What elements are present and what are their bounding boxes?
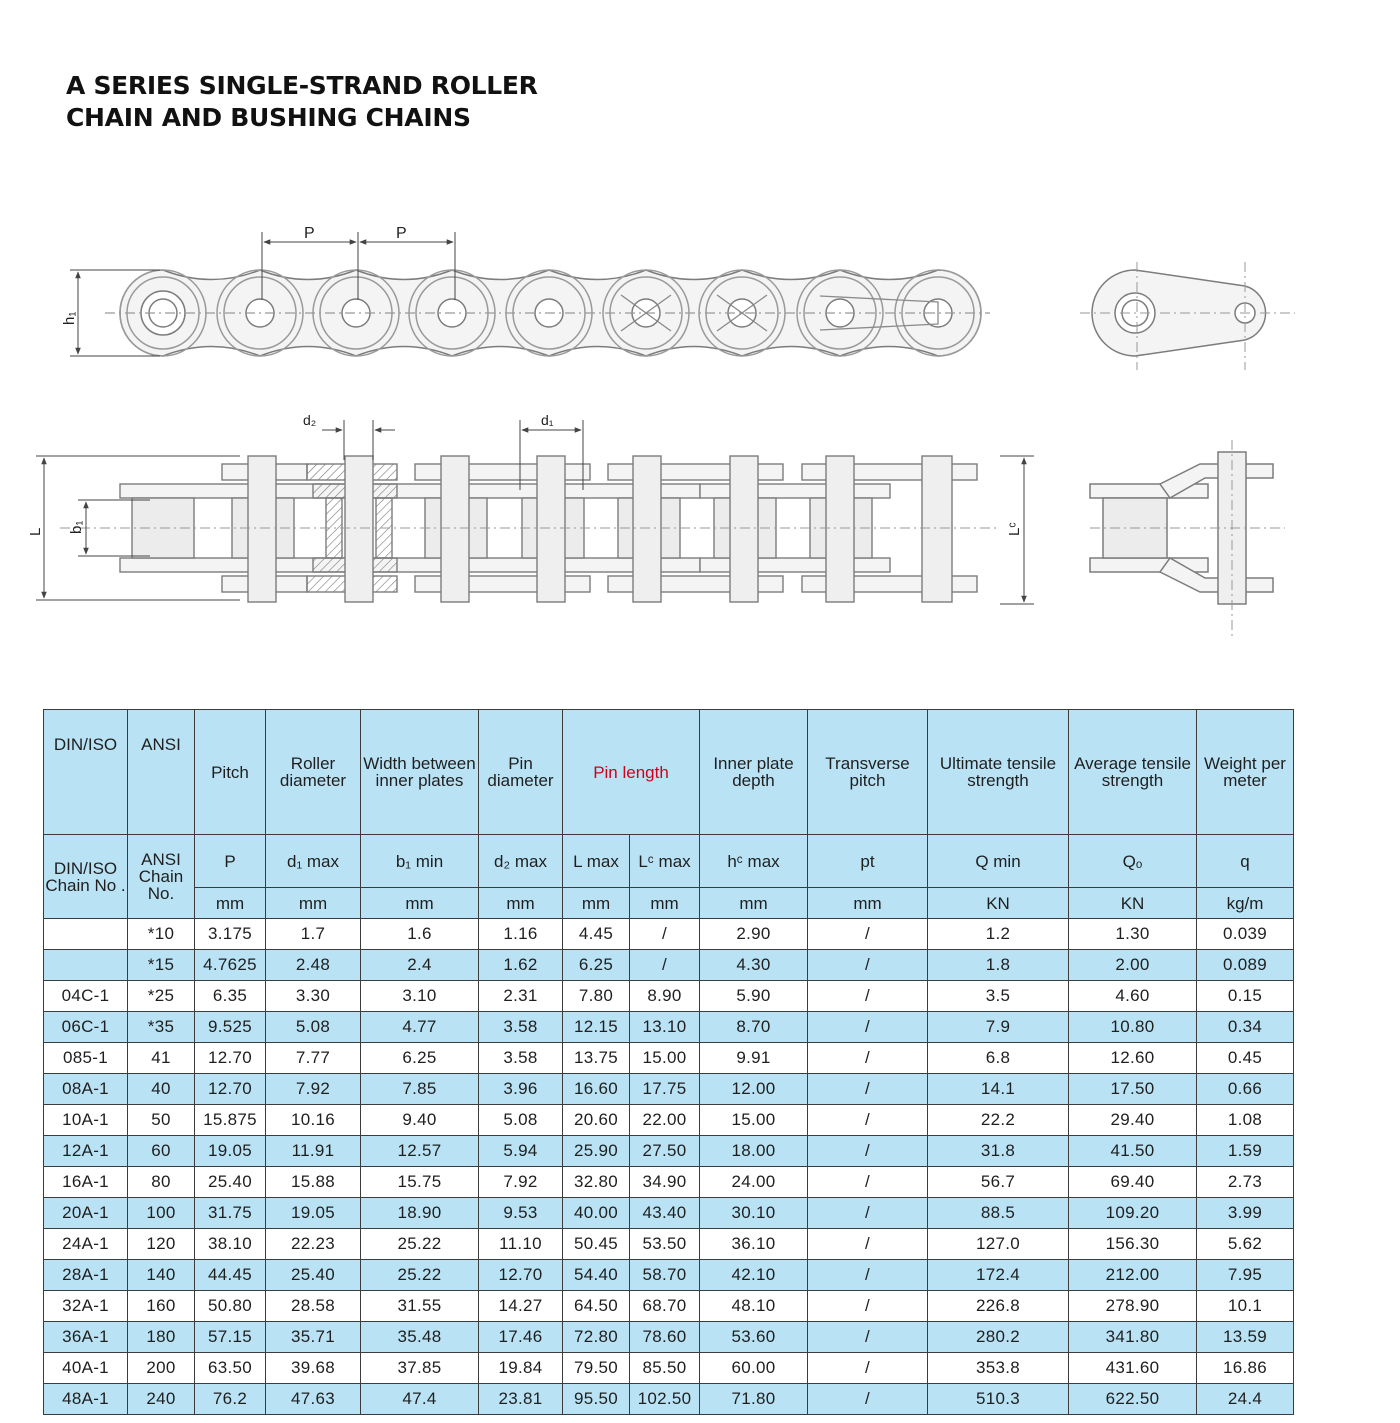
table-cell: 40 xyxy=(128,1074,195,1105)
unit-cell: mm xyxy=(195,888,266,919)
roller-dia-label: d₁ xyxy=(541,412,554,428)
table-cell: 240 xyxy=(128,1384,195,1415)
table-cell: 11.10 xyxy=(479,1229,563,1260)
pin xyxy=(922,456,952,602)
table-cell: 15.88 xyxy=(266,1167,361,1198)
table-cell: 36A-1 xyxy=(44,1322,128,1353)
table-cell: 12.60 xyxy=(1069,1043,1197,1074)
table-cell: 14.1 xyxy=(928,1074,1069,1105)
table-cell: 280.2 xyxy=(928,1322,1069,1353)
table-cell: 79.50 xyxy=(563,1353,630,1384)
table-cell: 04C-1 xyxy=(44,981,128,1012)
table-cell: 200 xyxy=(128,1353,195,1384)
table-cell: 1.30 xyxy=(1069,919,1197,950)
table-cell: 22.00 xyxy=(630,1105,700,1136)
table-cell: 156.30 xyxy=(1069,1229,1197,1260)
table-cell: 50.45 xyxy=(563,1229,630,1260)
table-cell: / xyxy=(808,950,928,981)
table-cell: 3.58 xyxy=(479,1012,563,1043)
table-cell: 19.05 xyxy=(266,1198,361,1229)
table-cell: 17.75 xyxy=(630,1074,700,1105)
table-row xyxy=(44,1229,1294,1260)
col-din: DIN/ISO xyxy=(44,710,128,835)
title-line-2: CHAIN AND BUSHING CHAINS xyxy=(66,103,471,132)
table-cell: 24A-1 xyxy=(44,1229,128,1260)
table-cell: / xyxy=(808,1384,928,1415)
pin xyxy=(345,456,373,602)
table-cell: 48.10 xyxy=(700,1291,808,1322)
table-cell: 12.70 xyxy=(195,1074,266,1105)
table-cell: 3.96 xyxy=(479,1074,563,1105)
sym-average: Qₒ xyxy=(1069,835,1197,888)
table-cell: 431.60 xyxy=(1069,1353,1197,1384)
table-cell: 3.175 xyxy=(195,919,266,950)
table-cell: 4.7625 xyxy=(195,950,266,981)
table-cell: 3.58 xyxy=(479,1043,563,1074)
sym-pin-l: L max xyxy=(563,835,630,888)
table-cell: 1.8 xyxy=(928,950,1069,981)
table-cell: 140 xyxy=(128,1260,195,1291)
table-cell: 13.59 xyxy=(1197,1322,1294,1353)
table-cell: 4.77 xyxy=(361,1012,479,1043)
pitch-label-1: P xyxy=(304,225,315,242)
table-cell: 68.70 xyxy=(630,1291,700,1322)
table-cell: 5.08 xyxy=(266,1012,361,1043)
col-width: Width between inner plates xyxy=(361,710,479,835)
table-cell: 95.50 xyxy=(563,1384,630,1415)
table-cell: / xyxy=(808,1260,928,1291)
table-cell: 10.80 xyxy=(1069,1012,1197,1043)
table-row xyxy=(44,1105,1294,1136)
sym-ansi: ANSI Chain No. xyxy=(128,835,195,919)
table-cell: 2.73 xyxy=(1197,1167,1294,1198)
table-cell: 12.70 xyxy=(479,1260,563,1291)
table-cell: 4.60 xyxy=(1069,981,1197,1012)
table-cell: 172.4 xyxy=(928,1260,1069,1291)
table-cell: / xyxy=(808,1198,928,1229)
end-view-side xyxy=(1080,262,1295,370)
col-pin-dia: Pin diameter xyxy=(479,710,563,835)
sym-pin-dia: d₂ max xyxy=(479,835,563,888)
table-cell: 25.40 xyxy=(266,1260,361,1291)
table-cell: 127.0 xyxy=(928,1229,1069,1260)
col-ansi: ANSI xyxy=(128,710,195,835)
table-cell: 10.16 xyxy=(266,1105,361,1136)
table-cell: 6.8 xyxy=(928,1043,1069,1074)
table-cell: 5.62 xyxy=(1197,1229,1294,1260)
table-row xyxy=(44,1074,1294,1105)
table-cell: 1.08 xyxy=(1197,1105,1294,1136)
table-cell: 24.4 xyxy=(1197,1384,1294,1415)
table-cell: 08A-1 xyxy=(44,1074,128,1105)
table-cell: 72.80 xyxy=(563,1322,630,1353)
table-cell: / xyxy=(808,1229,928,1260)
pin-dia-label: d₂ xyxy=(303,412,317,428)
table-cell: 1.7 xyxy=(266,919,361,950)
table-cell: *25 xyxy=(128,981,195,1012)
table-cell: 10.1 xyxy=(1197,1291,1294,1322)
table-cell: 15.00 xyxy=(630,1043,700,1074)
table-cell: 88.5 xyxy=(928,1198,1069,1229)
table-cell: 41.50 xyxy=(1069,1136,1197,1167)
units-row xyxy=(44,888,1294,919)
table-cell: 12A-1 xyxy=(44,1136,128,1167)
table-cell: 15.75 xyxy=(361,1167,479,1198)
table-row xyxy=(44,1322,1294,1353)
table-cell: 4.30 xyxy=(700,950,808,981)
table-row xyxy=(44,1384,1294,1415)
table-cell: 212.00 xyxy=(1069,1260,1197,1291)
unit-cell: mm xyxy=(266,888,361,919)
table-cell: / xyxy=(630,950,700,981)
table-cell: 36.10 xyxy=(700,1229,808,1260)
table-row xyxy=(44,1353,1294,1384)
table-cell: 63.50 xyxy=(195,1353,266,1384)
table-cell: 9.53 xyxy=(479,1198,563,1229)
sym-transverse: pt xyxy=(808,835,928,888)
sym-width: b₁ min xyxy=(361,835,479,888)
table-cell: 20A-1 xyxy=(44,1198,128,1229)
table-cell: / xyxy=(808,1074,928,1105)
table-cell: 23.81 xyxy=(479,1384,563,1415)
table-cell: 35.71 xyxy=(266,1322,361,1353)
table-cell: 39.68 xyxy=(266,1353,361,1384)
chain-technical-drawing xyxy=(0,0,1400,700)
table-row xyxy=(44,1198,1294,1229)
table-cell: 16.60 xyxy=(563,1074,630,1105)
unit-cell: mm xyxy=(700,888,808,919)
table-cell: 1.59 xyxy=(1197,1136,1294,1167)
table-cell: 9.40 xyxy=(361,1105,479,1136)
pin-length-c-label: Lᶜ xyxy=(1006,522,1023,536)
table-row xyxy=(44,950,1294,981)
table-cell: 2.90 xyxy=(700,919,808,950)
table-cell: / xyxy=(808,1136,928,1167)
unit-cell: mm xyxy=(563,888,630,919)
table-cell: 6.35 xyxy=(195,981,266,1012)
table-cell: 0.66 xyxy=(1197,1074,1294,1105)
table-cell: 5.90 xyxy=(700,981,808,1012)
table-cell: 226.8 xyxy=(928,1291,1069,1322)
table-cell: 9.91 xyxy=(700,1043,808,1074)
inner-width-label: b₁ xyxy=(68,520,85,534)
table-cell: 14.27 xyxy=(479,1291,563,1322)
table-row xyxy=(44,1136,1294,1167)
table-cell: 06C-1 xyxy=(44,1012,128,1043)
table-cell: 44.45 xyxy=(195,1260,266,1291)
table-row xyxy=(44,981,1294,1012)
table-cell: 27.50 xyxy=(630,1136,700,1167)
table-cell: 0.15 xyxy=(1197,981,1294,1012)
pin-length-label: L xyxy=(27,527,44,536)
table-cell: 78.60 xyxy=(630,1322,700,1353)
sym-pin-lc: Lᶜ max xyxy=(630,835,700,888)
table-cell: 58.70 xyxy=(630,1260,700,1291)
pin xyxy=(826,456,854,602)
table-cell: 22.23 xyxy=(266,1229,361,1260)
table-cell: 1.6 xyxy=(361,919,479,950)
table-cell: 24.00 xyxy=(700,1167,808,1198)
chain-spec-table xyxy=(43,709,1294,1415)
table-cell: 102.50 xyxy=(630,1384,700,1415)
inner-plate-bottom xyxy=(700,558,890,572)
table-cell: 60.00 xyxy=(700,1353,808,1384)
end-view-top xyxy=(1090,440,1285,636)
inner-plate-top xyxy=(120,484,700,498)
table-cell: 31.55 xyxy=(361,1291,479,1322)
table-cell: 8.90 xyxy=(630,981,700,1012)
pin xyxy=(633,456,661,602)
table-cell: 7.92 xyxy=(266,1074,361,1105)
table-cell: 57.15 xyxy=(195,1322,266,1353)
table-cell xyxy=(44,919,128,950)
table-cell: 9.525 xyxy=(195,1012,266,1043)
table-cell: 353.8 xyxy=(928,1353,1069,1384)
inner-plate-bottom xyxy=(120,558,700,572)
table-cell: 35.48 xyxy=(361,1322,479,1353)
table-cell: 7.77 xyxy=(266,1043,361,1074)
table-cell: 31.75 xyxy=(195,1198,266,1229)
table-cell: 3.30 xyxy=(266,981,361,1012)
pin xyxy=(730,456,758,602)
table-cell: 25.22 xyxy=(361,1260,479,1291)
table-cell: 25.90 xyxy=(563,1136,630,1167)
table-cell: 0.45 xyxy=(1197,1043,1294,1074)
sym-inner-depth: hᶜ max xyxy=(700,835,808,888)
table-cell: 19.05 xyxy=(195,1136,266,1167)
table-cell: 085-1 xyxy=(44,1043,128,1074)
table-cell: / xyxy=(808,919,928,950)
col-pin-len xyxy=(563,710,700,835)
table-cell: 47.4 xyxy=(361,1384,479,1415)
table-cell: 5.94 xyxy=(479,1136,563,1167)
table-cell: 54.40 xyxy=(563,1260,630,1291)
table-row xyxy=(44,1291,1294,1322)
table-cell: 42.10 xyxy=(700,1260,808,1291)
table-cell: 12.00 xyxy=(700,1074,808,1105)
table-cell: 18.00 xyxy=(700,1136,808,1167)
table-cell: 7.9 xyxy=(928,1012,1069,1043)
table-cell: / xyxy=(808,981,928,1012)
table-cell: 40.00 xyxy=(563,1198,630,1229)
table-cell: 4.45 xyxy=(563,919,630,950)
col-transverse: Transverse pitch xyxy=(808,710,928,835)
table-cell: 15.00 xyxy=(700,1105,808,1136)
table-cell: 48A-1 xyxy=(44,1384,128,1415)
table-cell: 1.2 xyxy=(928,919,1069,950)
table-row xyxy=(44,1012,1294,1043)
pin-length-header: Pin length xyxy=(593,762,669,782)
table-cell: 64.50 xyxy=(563,1291,630,1322)
table-cell: 32.80 xyxy=(563,1167,630,1198)
table-cell: 13.10 xyxy=(630,1012,700,1043)
unit-cell: mm xyxy=(630,888,700,919)
table-cell: / xyxy=(808,1012,928,1043)
pin xyxy=(441,456,469,602)
table-cell: 3.5 xyxy=(928,981,1069,1012)
height-label: h₁ xyxy=(61,311,78,325)
table-cell: 622.50 xyxy=(1069,1384,1197,1415)
top-view xyxy=(60,456,1000,602)
table-cell: 80 xyxy=(128,1167,195,1198)
table-cell xyxy=(44,950,128,981)
table-cell: 25.22 xyxy=(361,1229,479,1260)
table-cell: 31.8 xyxy=(928,1136,1069,1167)
table-cell: 0.039 xyxy=(1197,919,1294,950)
table-cell: / xyxy=(808,1043,928,1074)
inner-plate-top xyxy=(700,484,890,498)
unit-cell: kg/m xyxy=(1197,888,1294,919)
table-row xyxy=(44,1167,1294,1198)
table-cell: 510.3 xyxy=(928,1384,1069,1415)
unit-cell: mm xyxy=(479,888,563,919)
title-line-1: A SERIES SINGLE-STRAND ROLLER xyxy=(66,71,538,100)
table-cell: 7.80 xyxy=(563,981,630,1012)
table-cell: 38.10 xyxy=(195,1229,266,1260)
table-cell: 28A-1 xyxy=(44,1260,128,1291)
table-cell: 12.70 xyxy=(195,1043,266,1074)
table-cell: 53.50 xyxy=(630,1229,700,1260)
table-cell: 6.25 xyxy=(361,1043,479,1074)
table-cell: 0.34 xyxy=(1197,1012,1294,1043)
table-cell: 53.60 xyxy=(700,1322,808,1353)
unit-cell: KN xyxy=(1069,888,1197,919)
col-average: Average tensile strength xyxy=(1069,710,1197,835)
table-row xyxy=(44,919,1294,950)
table-cell: 41 xyxy=(128,1043,195,1074)
table-cell: / xyxy=(808,1353,928,1384)
table-cell: 85.50 xyxy=(630,1353,700,1384)
table-cell: 76.2 xyxy=(195,1384,266,1415)
table-cell: 71.80 xyxy=(700,1384,808,1415)
table-cell: 20.60 xyxy=(563,1105,630,1136)
table-cell: 22.2 xyxy=(928,1105,1069,1136)
table-cell: 341.80 xyxy=(1069,1322,1197,1353)
table-cell: 120 xyxy=(128,1229,195,1260)
table-cell: 17.46 xyxy=(479,1322,563,1353)
table-cell: / xyxy=(808,1105,928,1136)
table-cell: 5.08 xyxy=(479,1105,563,1136)
col-roller: Roller diameter xyxy=(266,710,361,835)
table-cell: 18.90 xyxy=(361,1198,479,1229)
table-cell: 50 xyxy=(128,1105,195,1136)
table-cell: 17.50 xyxy=(1069,1074,1197,1105)
table-cell: 10A-1 xyxy=(44,1105,128,1136)
col-weight: Weight per meter xyxy=(1197,710,1294,835)
table-cell: 13.75 xyxy=(563,1043,630,1074)
table-cell: 0.089 xyxy=(1197,950,1294,981)
table-cell: 12.57 xyxy=(361,1136,479,1167)
sym-weight: q xyxy=(1197,835,1294,888)
table-cell: 8.70 xyxy=(700,1012,808,1043)
table-cell: 2.00 xyxy=(1069,950,1197,981)
table-cell: 34.90 xyxy=(630,1167,700,1198)
pin xyxy=(248,456,276,602)
sym-ultimate: Q min xyxy=(928,835,1069,888)
table-cell: 32A-1 xyxy=(44,1291,128,1322)
table-cell: 7.92 xyxy=(479,1167,563,1198)
table-cell: 47.63 xyxy=(266,1384,361,1415)
table-cell: / xyxy=(808,1322,928,1353)
table-cell: 100 xyxy=(128,1198,195,1229)
pitch-label-2: P xyxy=(396,225,407,242)
col-pitch: Pitch xyxy=(195,710,266,835)
table-cell: 2.48 xyxy=(266,950,361,981)
table-cell: 12.15 xyxy=(563,1012,630,1043)
table-cell: / xyxy=(630,919,700,950)
sym-din: DIN/ISO Chain No . xyxy=(44,835,128,919)
table-cell: 2.4 xyxy=(361,950,479,981)
table-cell: 3.10 xyxy=(361,981,479,1012)
table-cell: 56.7 xyxy=(928,1167,1069,1198)
spec-table-body xyxy=(44,919,1294,1415)
table-cell: 1.62 xyxy=(479,950,563,981)
table-cell: 40A-1 xyxy=(44,1353,128,1384)
table-cell: 16A-1 xyxy=(44,1167,128,1198)
pin xyxy=(537,456,565,602)
unit-cell: mm xyxy=(808,888,928,919)
table-cell: 50.80 xyxy=(195,1291,266,1322)
table-cell: / xyxy=(808,1291,928,1322)
table-cell: 25.40 xyxy=(195,1167,266,1198)
table-cell: 7.85 xyxy=(361,1074,479,1105)
table-cell: *10 xyxy=(128,919,195,950)
table-cell: 11.91 xyxy=(266,1136,361,1167)
table-cell: 29.40 xyxy=(1069,1105,1197,1136)
table-cell: *15 xyxy=(128,950,195,981)
col-inner-depth: Inner plate depth xyxy=(700,710,808,835)
table-row xyxy=(44,1043,1294,1074)
table-cell: 6.25 xyxy=(563,950,630,981)
table-cell: 2.31 xyxy=(479,981,563,1012)
unit-cell: KN xyxy=(928,888,1069,919)
table-cell: 7.95 xyxy=(1197,1260,1294,1291)
sym-pitch: P xyxy=(195,835,266,888)
table-cell: 43.40 xyxy=(630,1198,700,1229)
unit-cell: mm xyxy=(361,888,479,919)
table-cell: 16.86 xyxy=(1197,1353,1294,1384)
table-cell: 1.16 xyxy=(479,919,563,950)
col-ultimate: Ultimate tensile strength xyxy=(928,710,1069,835)
table-cell: 109.20 xyxy=(1069,1198,1197,1229)
table-cell: 3.99 xyxy=(1197,1198,1294,1229)
table-cell: 180 xyxy=(128,1322,195,1353)
table-cell: / xyxy=(808,1167,928,1198)
table-cell: 60 xyxy=(128,1136,195,1167)
table-cell: 30.10 xyxy=(700,1198,808,1229)
table-row xyxy=(44,1260,1294,1291)
table-cell: 160 xyxy=(128,1291,195,1322)
table-cell: 278.90 xyxy=(1069,1291,1197,1322)
table-cell: 37.85 xyxy=(361,1353,479,1384)
table-cell: 19.84 xyxy=(479,1353,563,1384)
table-cell: *35 xyxy=(128,1012,195,1043)
sym-roller: d₁ max xyxy=(266,835,361,888)
table-cell: 15.875 xyxy=(195,1105,266,1136)
table-cell: 28.58 xyxy=(266,1291,361,1322)
table-cell: 69.40 xyxy=(1069,1167,1197,1198)
